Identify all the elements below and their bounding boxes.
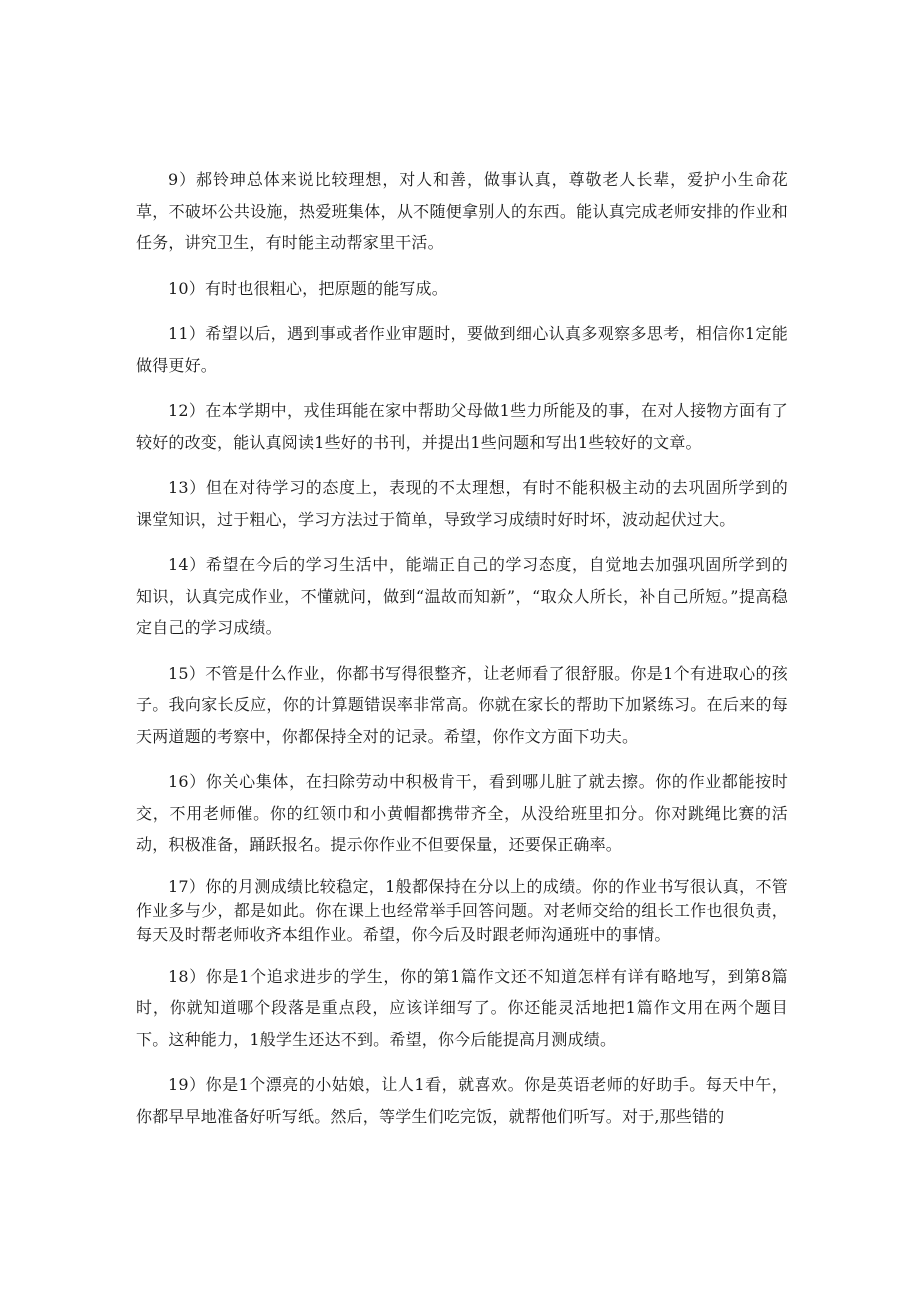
paragraph-13: 13）但在对待学习的态度上，表现的不太理想，有时不能积极主动的去巩固所学到的课堂知识，过于粗心，学习方法过于简单，导致学习成绩时好时坏，波动起伏过大。 [136, 478, 788, 529]
paragraph-16: 16）你关心集体，在扫除劳动中积极肯干，看到哪儿脏了就去擦。你的作业都能按时交，不用老师催。你的红领巾和小黄帽都携带齐全，从没给班里扣分。你对跳绳比赛的活动，积极准备，踊跃报名。提示你作业不但要保量，还要保正确率。 [136, 772, 788, 854]
paragraph-18: 18）你是1个追求进步的学生，你的第1篇作文还不知道怎样有详有略地写，到第8篇时，你就知道哪个段落是重点段，应该详细写了。你还能灵活地把1篇作文用在两个题目下。这种能力，1般学生还达不到。希望，你今后能提高月测成绩。 [136, 966, 788, 1049]
paragraph-17: 17）你的月测成绩比较稳定，1般都保持在分以上的成绩。你的作业书写很认真，不管作业多与少，都是如此。你在课上也经常举手回答问题。对老师交给的组长工作也很负责，每天及时帮老师收齐本组作业。希望，你今后及时跟老师沟通班中的事情。 [136, 876, 788, 944]
paragraph-19: 19）你是1个漂亮的小姑娘，让人1看，就喜欢。你是英语老师的好助手。每天中午，你都早早地准备好听写纸。然后，等学生们吃完饭，就帮他们听写。对于,那些错的 [136, 1075, 788, 1126]
paragraph-11: 11）希望以后，遇到事或者作业审题时，要做到细心认真多观察多思考，相信你1定能做得更好。 [136, 324, 788, 375]
paragraph-12: 12）在本学期中，戎佳珥能在家中帮助父母做1些力所能及的事，在对人接物方面有了较好的改变，能认真阅读1些好的书刊，并提出1些问题和写出1些较好的文章。 [136, 401, 788, 452]
paragraph-14: 14）希望在今后的学习生活中，能端正自己的学习态度，自觉地去加强巩固所学到的知识，认真完成作业，不懂就问，做到“温故而知新”，“取众人所长，补自己所短。”提高稳定自己的学习成绩。 [136, 555, 788, 637]
document-body [136, 164, 788, 1146]
paragraph-9: 9）郝铃珅总体来说比较理想，对人和善，做事认真，尊敬老人长辈，爱护小生命花草，不破坏公共设施，热爱班集体，从不随便拿别人的东西。能认真完成老师安排的作业和任务，讲究卫生，有时能主动帮家里干活。 [136, 170, 788, 252]
paragraph-15: 15）不管是什么作业，你都书写得很整齐，让老师看了很舒服。你是1个有进取心的孩子。我向家长反应，你的计算题错误率非常高。你就在家长的帮助下加紧练习。在后来的每天两道题的考察中，你都保持全对的记录。希望，你作文方面下功夫。 [136, 663, 788, 746]
paragraph-10: 10）有时也很粗心，把原题的能写成。 [168, 278, 448, 298]
